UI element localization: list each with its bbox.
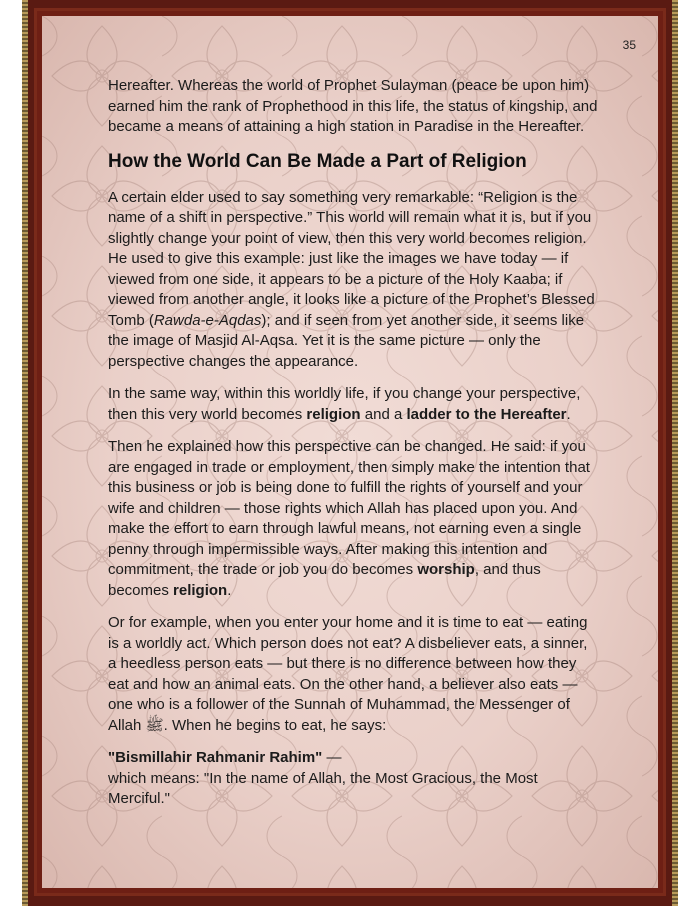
explained-text-2: , and thus becomes	[108, 561, 541, 599]
frame-stripe-left	[22, 0, 28, 906]
explained-bold-worship: worship	[417, 561, 475, 578]
explained-bold-religion: religion	[173, 581, 228, 599]
paragraph-elder-text-2: ); and if seen from yet another side, it seems like the image of Masjid Al-Aqsa. Yet it is the same picture — only the perspective changes the appearance.	[108, 311, 585, 370]
section-heading: How the World Can Be Made a Part of Religion	[108, 150, 527, 172]
paragraph-eating-example: Or for example, when you enter your home and it is time to eat — eating is a worldly act. Which person does not eat? A disbeliever eats, a sinner, a heedless person eats — but there is no difference between how they eat and how an animal eats. On the other hand, a believer also eats — one who is a follower of the Sunnah of Muhammad, the Messenger of Allah ﷺ. When he begins to eat, he says:	[108, 614, 588, 734]
bismillah-bold: "Bismillahir Rahmanir Rahim"	[108, 749, 323, 766]
same-way-bold-religion: religion	[306, 405, 361, 423]
same-way-text-2: and a	[360, 405, 407, 423]
explained-text-1: Then he explained how this perspective can be changed. He said: if you are engaged in trade or employment, then simply make the intention that this business or job is being done to fulfill the rights of yourself and your wife and children — those rights which Allah has placed upon you. And make the effort to earn through lawful means, not earning even a single penny through impermissible ways. After making this intention and commitment, the trade or job you do becomes	[108, 438, 590, 578]
rawda-e-aqdas-italic: Rawda-e-Aqdas	[153, 311, 262, 329]
paragraph-perspective-explained	[108, 437, 598, 601]
intro-paragraph: Hereafter. Whereas the world of Prophet Sulayman (peace be upon him) earned him the rank of Prophethood in this life, the status of kingship, and became a means of attaining a high station in Paradise in the Hereafter.	[108, 77, 598, 135]
paragraph-elder-text-1: A certain elder used to say something very remarkable: “Religion is the name of a shift in perspective.” This world will remain what it is, but if you slightly change your point of view, then this very world becomes religion. He used to give this example: just like the images we have today — if viewed from one side, it appears to be a picture of the Holy Kaaba; if viewed from another angle, it looks like a picture of the Prophet’s Blessed Tomb (	[108, 188, 595, 329]
paragraph-elder-saying	[108, 188, 598, 373]
bismillah-quote	[108, 748, 598, 810]
frame-stripe-right	[672, 0, 678, 906]
page-content	[108, 76, 598, 822]
paragraph-same-way	[108, 384, 598, 425]
page-number: 35	[622, 38, 636, 52]
bismillah-meaning: which means: "In the name of Allah, the Most Gracious, the Most Merciful."	[108, 769, 538, 807]
bismillah-dash: —	[322, 749, 342, 766]
same-way-bold-ladder: ladder to the Hereafter	[406, 405, 567, 423]
same-way-text-3: .	[566, 405, 571, 423]
explained-text-3: .	[227, 581, 232, 599]
same-way-text-1: In the same way, within this worldly life, if you change your perspective, then this very world becomes	[108, 385, 581, 423]
